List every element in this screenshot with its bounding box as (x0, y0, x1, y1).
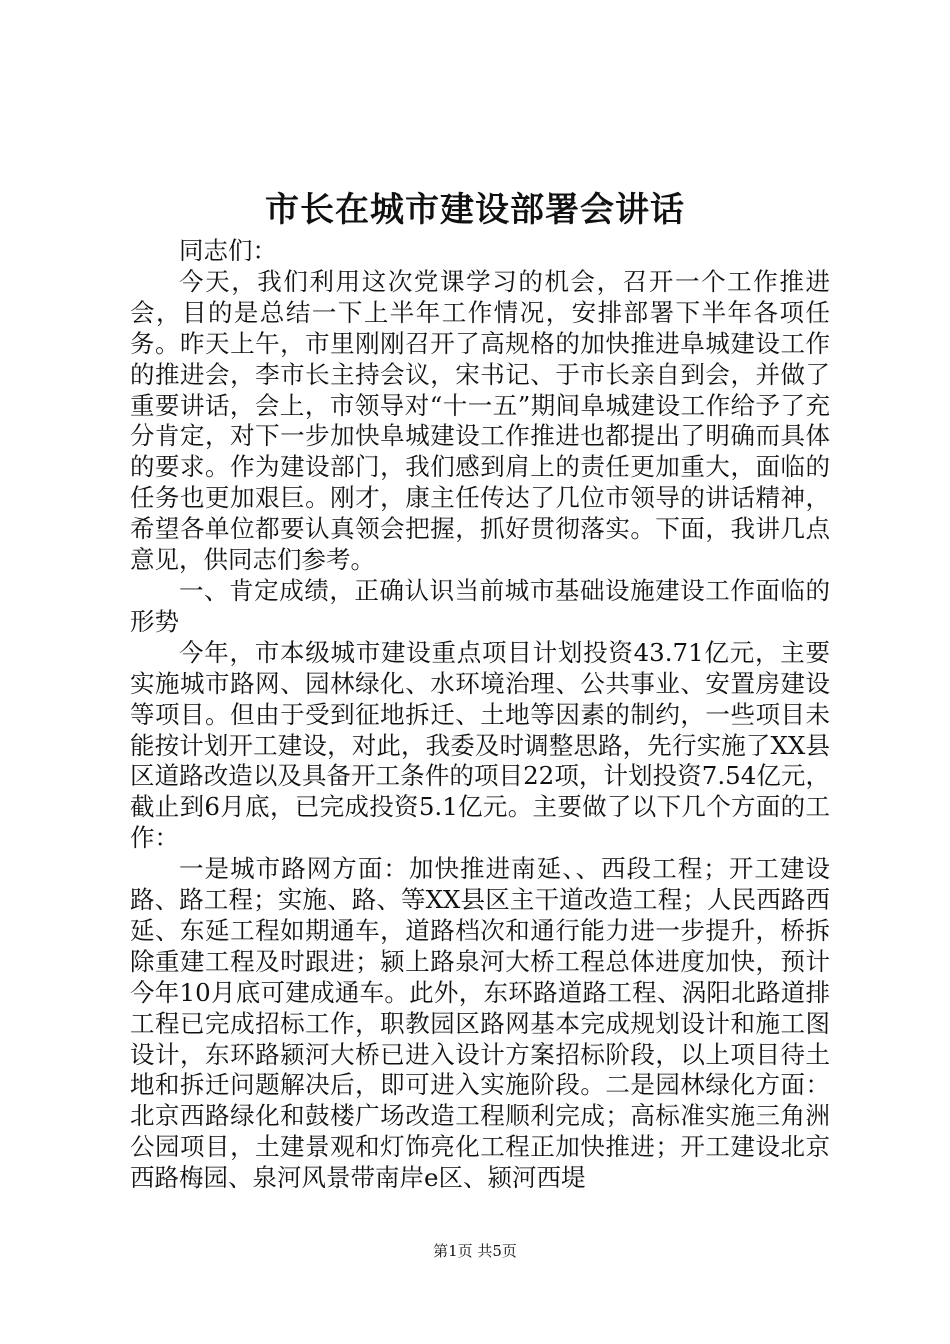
intro-paragraph: 今天，我们利用这次党课学习的机会，召开一个工作推进会，目的是总结一下上半年工作情况，安排部署下半年各项任务。昨天上午，市里刚刚召开了高规格的加快推进阜城建设工作的推进会，李市长主持会议，宋书记、于市长亲自到会，并做了重要讲话，会上，市领导对“十一五”期间阜城建设工作给予了充分肯定，对下一步加快阜城建设工作推进也都提出了明确而具体的要求。作为建设部门，我们感到肩上的责任更加重大，面临的任务也更加艰巨。刚才，康主任传达了几位市领导的讲话精神，希望各单位都要认真领会把握，抓好贯彻落实。下面，我讲几点意见，供同志们参考。 (130, 266, 830, 575)
investment-paragraph: 今年，市本级城市建设重点项目计划投资43.71亿元，主要实施城市路网、园林绿化、水环境治理、公共事业、安置房建设等项目。但由于受到征地拆迁、土地等因素的制约，一些项目未能按计划开工建设，对此，我委及时调整思路，先行实施了XX县区道路改造以及具备开工条件的项目22项，计划投资7.54亿元，截止到6月底，已完成投资5.1亿元。主要做了以下几个方面的工作： (130, 637, 830, 853)
page-footer: 第1页 共5页 (433, 1242, 517, 1260)
road-network-paragraph: 一是城市路网方面：加快推进南延、、西段工程；开工建设路、路工程；实施、路、等XX县区主干道改造工程；人民西路西延、东延工程如期通车，道路档次和通行能力进一步提升，桥拆除重建工程及时跟进；颍上路泉河大桥工程总体进度加快，预计今年10月底可建成通车。此外，东环路道路工程、涡阳北路道排工程已完成招标工作，职教园区路网基本完成规划设计和施工图设计，东环路颍河大桥已进入设计方案招标阶段，以上项目待土地和拆迁问题解决后，即可进入实施阶段。二是园林绿化方面：北京西路绿化和鼓楼广场改造工程顺利完成；高标准实施三角洲公园项目，土建景观和灯饰亮化工程正加快推进；开工建设北京西路梅园、泉河风景带南岸e区、颍河西堤 (130, 854, 830, 1193)
document-body (130, 236, 830, 1194)
document-title: 市长在城市建设部署会讲话 (265, 190, 685, 230)
section-heading: 一、肯定成绩，正确认识当前城市基础设施建设工作面临的形势 (130, 575, 830, 636)
salutation-paragraph: 同志们： (179, 236, 277, 265)
